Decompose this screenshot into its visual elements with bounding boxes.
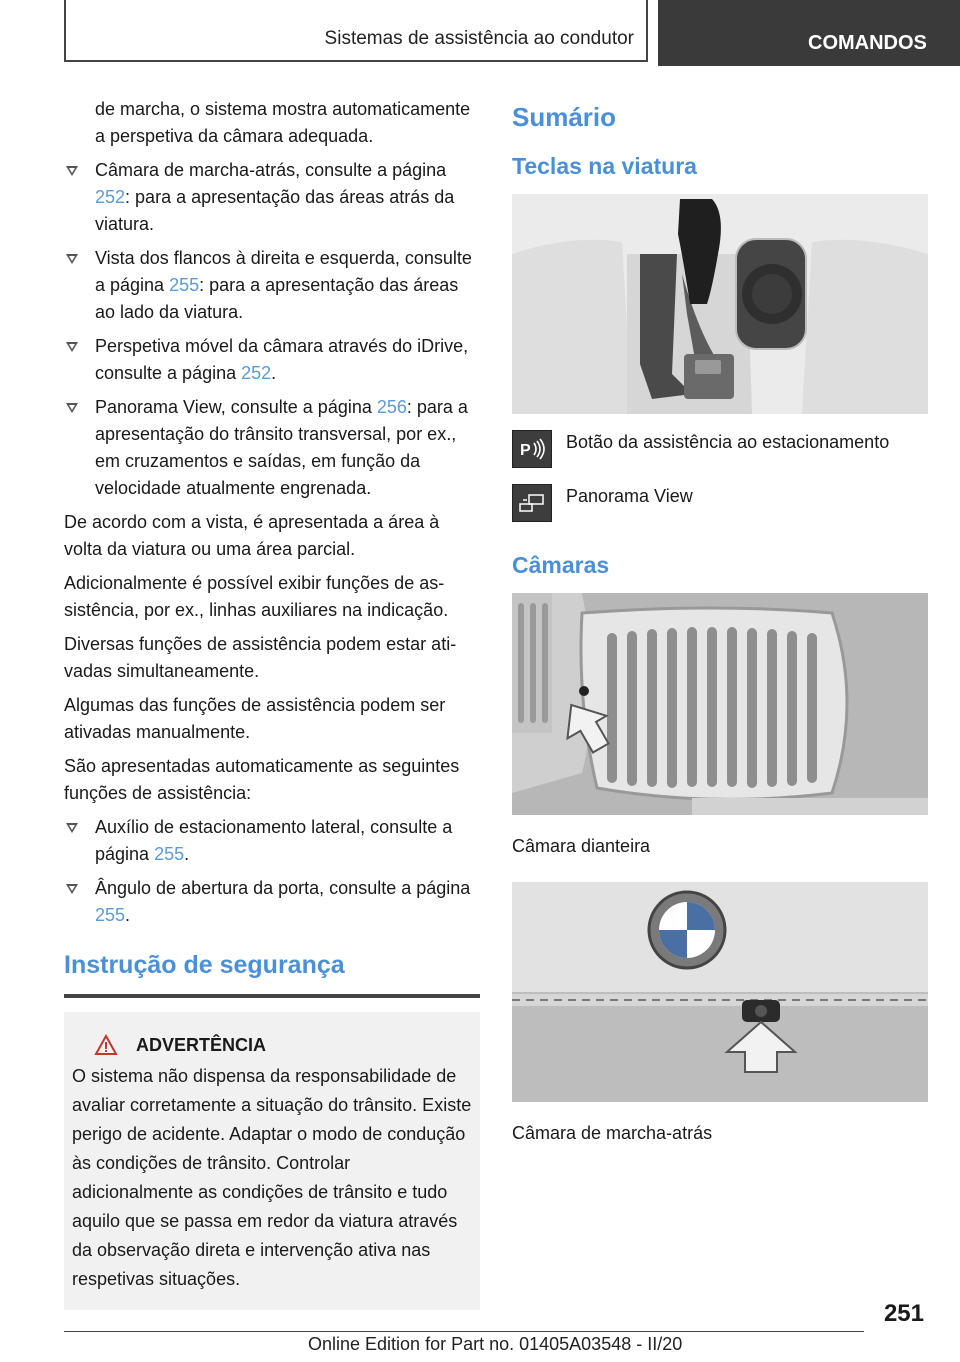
warning-box — [64, 1012, 480, 1310]
paragraph: Adicionalmente é possível exibir funções de assistência, por ex., linhas auxiliares na indicação. — [64, 573, 449, 620]
center-console-image — [512, 194, 928, 414]
bullet-triangle-icon — [66, 823, 78, 833]
overview-title: Sumário — [512, 102, 617, 132]
warning-text: O sistema não dispensa da responsabilidade de avaliar corretamente a situação do trânsito. Existe perigo de acidente. Adaptar o modo de condução às condições de trânsito. Controlar adicionalmente as condições de trânsito e tudo aquilo que se passa em redor da viatura através da observação direta e intervenção ativa nas respetivas situações. — [72, 1066, 472, 1289]
list-item — [512, 484, 928, 522]
section-title: Sistemas de assistência ao condutor — [324, 28, 634, 49]
panorama-view-icon — [512, 484, 552, 522]
list-item: Auxílio de estacionamento lateral, consulte a página 255. — [64, 814, 480, 868]
left-column — [64, 96, 480, 1310]
keys-heading: Teclas na viatura — [512, 153, 697, 179]
paragraph: De acordo com a vista, é apresentada a área à volta da viatura ou uma área parcial. — [64, 512, 440, 559]
right-column — [512, 96, 928, 1147]
item-label: Botão da assistência ao estacionamento — [566, 432, 890, 452]
footer-divider — [64, 1331, 864, 1332]
list-item: Panorama View, consulte a página 256: para a apresentação do trânsito transversal, por ex., em cruzamentos e saídas, em função da velocidade atualmente engrenada. — [64, 394, 480, 502]
page-link[interactable]: 256 — [376, 397, 407, 417]
page-link[interactable]: 255 — [154, 844, 185, 864]
item-label: Panorama View — [566, 486, 693, 506]
safety-heading: Instrução de segurança — [64, 951, 480, 998]
rear-camera-image — [512, 882, 928, 1102]
chapter-label: COMANDOS — [808, 32, 927, 54]
bullet-triangle-icon — [66, 342, 78, 352]
page-link[interactable]: 252 — [241, 363, 272, 383]
bullet-triangle-icon — [66, 403, 78, 413]
list-item: Câmara de marcha-atrás, consulte a página 252: para a apresentação das áreas atrás da viatura. — [64, 157, 480, 238]
svg-text:P: P — [520, 442, 531, 459]
bullet-triangle-icon — [66, 884, 78, 894]
list-item — [512, 430, 928, 468]
front-camera-caption: Câmara dianteira — [512, 836, 651, 856]
footer-edition: Online Edition for Part no. 01405A03548 - II/20 — [308, 1334, 683, 1354]
paragraph: São apresentadas automaticamente as seguintes funções de assistência: — [64, 756, 460, 803]
paragraph: Algumas das funções de assistência podem ser ativadas manualmente. — [64, 695, 446, 742]
paragraph: Diversas funções de assistência podem estar ativadas simultaneamente. — [64, 634, 457, 681]
bullet-triangle-icon — [66, 166, 78, 176]
page-link[interactable]: 255 — [169, 275, 200, 295]
front-grille-illustration — [512, 593, 928, 815]
page-link[interactable]: 252 — [95, 187, 126, 207]
list-item: Ângulo de abertura da porta, consulte a página 255. — [64, 875, 480, 929]
intro-continuation: de marcha, o sistema mostra automaticamente a perspetiva da câmara adequada. — [95, 99, 471, 146]
list-item: Vista dos flancos à direita e esquerda, consulte a página 255: para a apresentação das áreas ao lado da viatura. — [64, 245, 480, 326]
page-link[interactable]: 255 — [95, 905, 126, 925]
center-console-illustration — [512, 194, 928, 414]
rear-camera-illustration — [512, 882, 928, 1102]
bullet-triangle-icon — [66, 254, 78, 264]
page-number: 251 — [883, 1300, 924, 1327]
warning-title: ADVERTÊNCIA — [94, 1034, 472, 1056]
front-camera-image — [512, 593, 928, 815]
list-item: Perspetiva móvel da câmara através do iDrive, consulte a página 252. — [64, 333, 480, 387]
running-header — [64, 0, 648, 62]
cameras-heading: Câmaras — [512, 552, 610, 578]
warning-triangle-icon — [94, 1034, 118, 1056]
parking-assist-icon — [512, 430, 552, 468]
chapter-tab — [658, 0, 960, 66]
rear-camera-caption: Câmara de marcha-atrás — [512, 1123, 713, 1143]
